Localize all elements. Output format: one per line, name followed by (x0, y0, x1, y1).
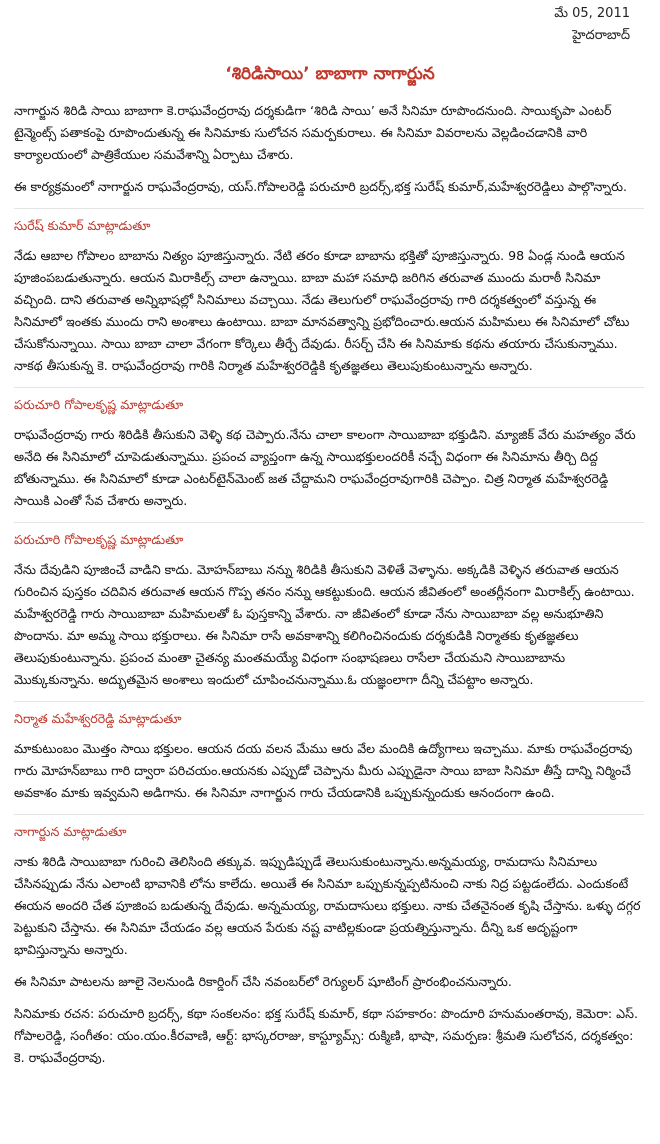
intro-paragraph-2: ఈ కార్యక్రమంలో నాగార్జున రాఘవేంద్రరావు, యస్.గోపాలరెడ్డి పరుచూరి బ్రదర్స్,భక్త సురేష్ కుమార్,మహేశ్వరరెడ్డిలు పాల్గొన్నారు. (14, 179, 627, 194)
divider (14, 701, 644, 702)
section-text-paruchuri-1: రాఘవేంద్రరావు గారు శిరిడికి తీసుకుని వెళ్ళి కథ చెప్పారు.నేను చాలా కాలంగా సాయిబాబా భక్తుడిని. మ్యాజిక్ వేరు మహత్యం వేరు అనేది ఈ సినిమాలో చూపెడుతున్నాము. ప్రపంచ వ్యాప్తంగా ఉన్న సాయిభక్తులందరికీ నచ్చే విధంగా ఈ సినిమాను తీర్చి దిద్ద బోతున్నాము. ఈ సినిమాలో కూడా ఎంటర్‌టైన్‌మెంట్ జత చేద్దామని రాఘవేంద్రరావుగారికి చెప్పాం. చిత్ర నిర్మాత మహేశ్వరరెడ్డి సాయికి ఎంతో సేవ చేశారు అన్నారు. (14, 427, 636, 508)
section-text-paruchuri-2: నేను దేవుడిని పూజించే వాడిని కాదు. మోహన్‌బాబు నన్ను శిరిడికి తీసుకుని వెళితే వెళ్ళాను. అక్కడికి వెళ్ళిన తరువాత ఆయన గురించిన పుస్తకం చదివిన తరువాత ఆయన గొప్ప తనం నన్ను ఆకట్టుకుంది. ఆయన జీవితంలో అంతర్లీనంగా మిరాకిల్స్ ఉంటాయి. మహేశ్వరరెడ్డి గారు సాయిబాబా మహిమలతో ఓ పుస్తకాన్ని వేశారు. నా జీవితంలో కూడా నేను సాయిబాబా వల్ల అనుభూతిని పొందాను. మా అమ్మ సాయి భక్తురాలు. ఈ సినిమా రాసే అవకాశాన్ని కలిగించినందుకు దర్శకుడికి నిర్మాతకు కృతజ్ఞతలు తెలుపుకుంటున్నాను. ప్రపంచ మంతా చైతన్య మంతమయ్యే విధంగా సంభాషణలు రాసేలా చేయమని సాయిబాబాను మొక్కుకున్నాను. అద్భుతమైన అంశాలు ఇందులో చూపించనున్నాము.ఓ యజ్ఞంలాగా దీన్ని చేపట్టాం అన్నారు. (14, 562, 635, 687)
divider (14, 814, 644, 815)
article-title: ‘శిరిడిసాయి’ బాబాగా నాగార్జున (225, 64, 435, 84)
section-text-nagarjuna: నాకు శిరిడి సాయిబాబా గురించి తెలిసింది తక్కువ. ఇప్పుడిప్పుడే తెలుసుకుంటున్నాను.అన్నమయ్య, రామదాసు సినిమాలు చేసినప్పుడు నేను ఎలాంటి భావానికి లోను కాలేదు. అయితే ఈ సినిమా ఒప్పుకున్నప్పటినుంచి నాకు నిద్ర పట్టడంలేదు. ఎందుకంటే ఈయన అందరి చేత పూజింప బడుతున్న దేవుడు. అన్నమయ్య, రామదాసులు భక్తులు. నాకు చేతనైనంత కృషి చేస్తాను. ఒళ్ళు దగ్గర పెట్టుకుని చేస్తాను. ఈ సినిమా చేయడం వల్ల ఆయన పేరుకు నష్ట వాటిల్లకుండా ప్రయత్నిస్తున్నాను. దీన్ని ఒక అదృష్టంగా భావిస్తున్నాను అన్నారు. (14, 854, 641, 957)
article-date: మే 05, 2011 (554, 6, 630, 21)
divider (14, 208, 644, 209)
intro-paragraph-1: నాగార్జున శిరిడి సాయి బాబాగా కె.రాఘవేంద్రరావు దర్శకుడిగా ‘శిరిడి సాయి’ అనే సినిమా రూపొందనుంది. సాయికృపా ఎంటర్ టైన్మెంట్స్ పతాకంపై రూపొందుతున్న ఈ సినిమాకు సులోచన సమర్పకురాలు. ఈ సినిమా వివరాలను వెల్లడించడానికి వారి కార్యాలయంలో పాత్రికేయుల సమవేశాన్ని ఏర్పాటు చేశారు. (14, 103, 612, 162)
divider (14, 387, 644, 388)
section-heading-paruchuri-2: పరుచూరి గోపాలకృష్ణ మాట్లాడుతూ (14, 532, 184, 547)
section-heading-suresh: సురేష్ కుమార్ మాట్లాడుతూ (14, 218, 151, 233)
section-text-producer: మాకుటుంబం మొత్తం సాయి భక్తులం. ఆయన దయ వలన మేము ఆరు వేల మందికి ఉద్యోగాలు ఇచ్చాము. మాకు రాఘవేంద్రరావు గారు మోహన్‌బాబు గారి ద్వారా పరిచయం.ఆయనకు ఎప్పుడో చెప్పాను మీరు ఎప్పుడైనా సాయి బాబా సినిమా తీస్తే దాన్ని నిర్మించే అవకాశం మాకు ఇవ్వమని అడిగాను. ఈ సినిమా నాగార్జున గారు చేయడానికి ఒప్పుకున్నందుకు ఆనందంగా ఉంది. (14, 741, 633, 800)
article-body (14, 100, 644, 1079)
section-heading-producer: నిర్మాత మహేశ్వరరెడ్డి మాట్లాడుతూ (14, 711, 182, 726)
divider (14, 522, 644, 523)
section-text-suresh: నేడు ఆబాల గోపాలం బాబాను నిత్యం పూజిస్తున్నారు. నేటి తరం కూడా బాబాను భక్తితో పూజిస్తున్నారు. 98 ఏండ్ల నుండి ఆయన పూజింపబడుతున్నారు. ఆయన మిరాకిల్స్ చాలా ఉన్నాయి. బాబా మహా సమాధి జరిగిన తరువాత ముందు మరాఠీ సినిమా వచ్చింది. దాని తరువాత అన్నిభాషల్లో సినిమాలు వచ్చాయి. నేడు తెలుగులో రాఘవేంద్రరావు గారి దర్శకత్వంలో వస్తున్న ఈ సినిమాలో ఇంతకు ముందు రాని అంశాలు ఉంటాయి. బాబా మానవత్వాన్ని ప్రభోదించారు.ఆయన మహిమలు ఈ సినిమాలో చోటు చేసుకోనున్నాయి. సాయి బాబా చాలా వేగంగా కోర్కెలు తీర్చే దేవుడు. రీసర్చ్ చేసి ఈ సినిమాకు కథను తయారు చేసుకున్నాము. నాకథ తీసుకున్న కె. రాఘవేంద్రరావు గారికి నిర్మాత మహేశ్వరరెడ్డికి కృతజ్ఞతలు తెలుపుకుంటున్నాను అన్నారు. (14, 248, 630, 373)
closing-paragraph-1: ఈ సినిమా పాటలను జూలై నెలనుండి రికార్డింగ్ చేసి నవంబర్‌లో రెగ్యులర్ షూటింగ్ ప్రారంభించనున్నారు. (14, 974, 512, 989)
article-place: హైదరాబాద్ (572, 28, 630, 43)
credits-paragraph: సినిమాకు రచన: పరుచూరి బ్రదర్స్, కథా సంకలనం: భక్త సురేష్ కుమార్, కథా సహకారం: పొందూరి హనుమంతరావు, కెమెరా: ఎస్. గోపాలరెడ్డి, సంగీతం: యం.యం.కీరవాణి, ఆర్ట్: భాస్కరరాజు, కాస్ట్యూమ్స్: రుక్మిణి, భాషా, సమర్పణ: శ్రీమతి సులోచన, దర్శకత్వం: కె. రాఘవేంద్రరావు. (14, 1006, 638, 1065)
section-heading-nagarjuna: నాగార్జున మాట్లాడుతూ (14, 824, 127, 839)
section-heading-paruchuri-1: పరుచూరి గోపాలకృష్ణ మాట్లాడుతూ (14, 397, 184, 412)
